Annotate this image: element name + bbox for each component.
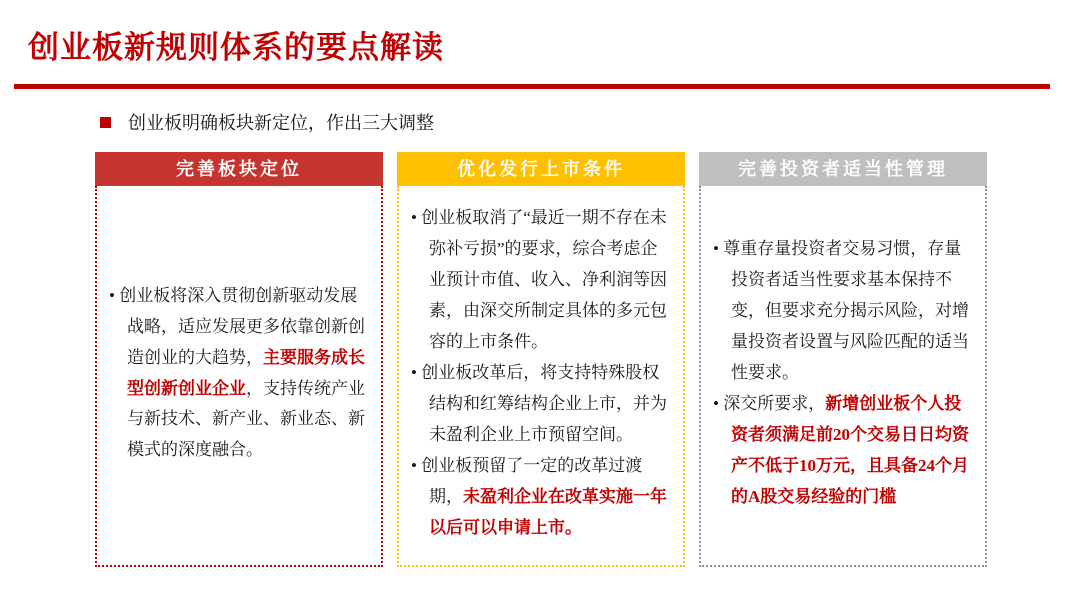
bullet-item [411, 451, 674, 544]
bullet-dot-icon: • [713, 393, 724, 413]
column-body-investor-suitability [699, 186, 987, 567]
bullet-item [713, 234, 976, 389]
column-listing-conditions [397, 152, 685, 567]
body-text: 创业板取消了“最近一期不存在未弥补亏损”的要求，综合考虑企业预计市值、收入、净利润等因素，由深交所制定具体的多元包容的上市条件。 [421, 208, 667, 352]
columns-container [95, 152, 987, 567]
column-header-listing-conditions: 优化发行上市条件 [397, 152, 685, 186]
bullet-item [713, 389, 976, 513]
body-text: 深交所要求， [723, 393, 826, 413]
bullet-dot-icon: • [411, 363, 422, 383]
page-title: 创业板新规则体系的要点解读 [28, 30, 444, 65]
bullet-item [411, 358, 674, 451]
column-investor-suitability [699, 152, 987, 567]
title-divider [14, 84, 1050, 89]
column-body-board-positioning [95, 186, 383, 567]
body-text: 尊重存量投资者交易习惯，存量投资者适当性要求基本保持不变，但要求充分揭示风险，对增量投资者设置与风险匹配的适当性要求。 [723, 239, 969, 383]
column-body-listing-conditions [397, 186, 685, 567]
emphasis-text: 新增创业板个人投资者须满足前20个交易日日均资产不低于10万元，且具备24个月的A股交易经验的门槛 [731, 393, 969, 506]
body-text: 创业板改革后，将支持特殊股权结构和红筹结构企业上市，并为未盈利企业上市预留空间。 [421, 363, 667, 444]
section-heading [100, 109, 434, 135]
bullet-item [109, 281, 372, 467]
square-bullet-icon [100, 117, 111, 128]
body-text: ，支持传统产业与新技术、新产业、新业态、新模式的深度融合。 [127, 378, 365, 460]
emphasis-text: 未盈利企业在改革实施一年以后可以申请上市。 [429, 486, 667, 537]
body-text: 创业板预留了一定的改革过渡期， [421, 455, 643, 506]
bullet-dot-icon: • [109, 285, 120, 305]
emphasis-text: 主要服务成长型创新创业企业 [127, 347, 365, 398]
column-board-positioning [95, 152, 383, 567]
body-text: 创业板将深入贯彻创新驱动发展战略，适应发展更多依靠创新创造创业的大趋势， [119, 285, 365, 367]
column-header-investor-suitability: 完善投资者适当性管理 [699, 152, 987, 186]
section-heading-text: 创业板明确板块新定位，作出三大调整 [128, 113, 434, 133]
bullet-dot-icon: • [411, 208, 422, 228]
bullet-item [411, 203, 674, 358]
bullet-dot-icon: • [713, 239, 724, 259]
column-header-board-positioning: 完善板块定位 [95, 152, 383, 186]
bullet-dot-icon: • [411, 455, 422, 475]
